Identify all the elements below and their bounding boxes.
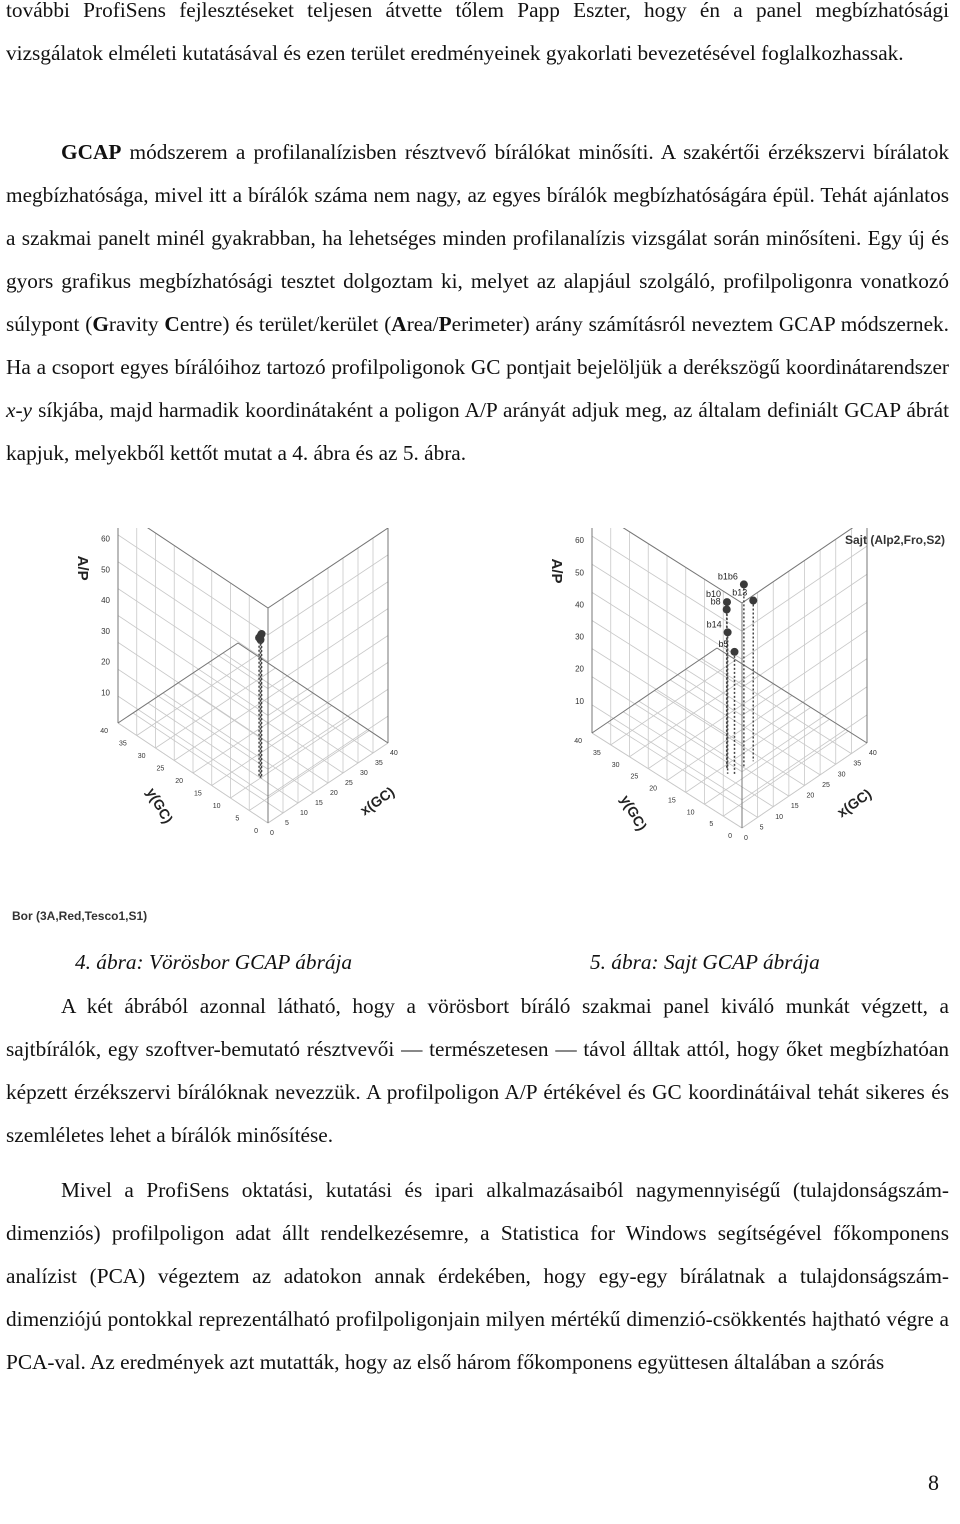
bold-p: P: [438, 312, 452, 336]
y-tick-label: 20: [175, 778, 183, 785]
x-tick-label: 40: [390, 750, 398, 757]
y-axis-title: y(GC): [143, 784, 177, 827]
x-tick-label: 40: [869, 750, 877, 757]
figure-5-caption: 5. ábra: Sajt GCAP ábrája: [590, 950, 820, 974]
y-tick-label: 40: [574, 738, 582, 745]
paragraph-3-text: A két ábrából azonnal látható, hogy a vörösbort bíráló szakmai panel kiváló munkát végzett, a sajtbírálók, egy szoftver-bemutató résztvevői — természetesen — távol álltak attól, hogy őket megbízhatóan képzett érzékszervi bírálóknak nevezzük. A profilpoligon A/P értékével és GC koordinátáival tehát sikeres és szemléletes lehet a bírálók minősítése.: [6, 994, 949, 1147]
paragraph-4-text: Mivel a ProfiSens oktatási, kutatási és ipari alkalmazásaiból nagymennyiségű (tulajdonságszám-dimenziós) profilpoligon adat állt rendelkezésemre, a Statistica for Windows segítségével főkomponens analízist (PCA) végeztem az adatokon annak érdekében, hogy egy-egy bírálatnak a tulajdonságszám-dimenziójú pontokkal reprezentálható profilpoligonjain milyen mértékű dimenzió-csökkentés hajtható végre a PCA-val. Az eredmények azt mutatták, hogy az első három főkomponens együttesen általában a szórás: [6, 1178, 949, 1374]
x-tick-label: 35: [853, 760, 862, 768]
chart-title: Sajt (Alp2,Fro,S2): [844, 533, 945, 547]
z-tick-label: 30: [101, 626, 110, 636]
gcap-bold: GCAP: [61, 140, 122, 164]
paragraph-1-text: további ProfiSens fejlesztéseket teljesen átvette tőlem Papp Eszter, hogy én a panel megbízhatósági vizsgálatok elméleti kutatásával és ezen terület eredményeinek gyakorlati bevezetésével foglalkozhassak.: [6, 0, 949, 65]
y-tick-label: 35: [118, 740, 127, 748]
x-tick-label: 0: [270, 830, 274, 837]
figure-5-chart: [480, 528, 960, 938]
z-axis-title: A/P: [74, 555, 91, 581]
x-tick-label: 5: [759, 824, 764, 832]
y-tick-label: 5: [235, 815, 240, 823]
y-tick-label: 0: [254, 828, 258, 835]
z-tick-label: 20: [101, 657, 110, 667]
data-point: [723, 606, 731, 614]
italic-xy: x-y: [6, 398, 32, 422]
p2-segment-4: rea/: [406, 312, 439, 336]
point-label: b5: [718, 638, 729, 649]
z-tick-label: 30: [575, 632, 584, 642]
y-tick-label: 20: [649, 785, 657, 793]
p2-segment-5: erimeter) arány számításról neveztem GCAP módszernek. Ha a csoport egyes bírálóihoz tartozó profilpoligonok GC pontjait bejelöljük a derékszögű koordinátarendszer: [6, 312, 950, 379]
y-tick-label: 25: [156, 765, 165, 773]
data-point: [749, 597, 757, 605]
figure-4-caption: 4. ábra: Vörösbor GCAP ábrája: [75, 950, 353, 974]
paragraph-4: [6, 1169, 949, 1384]
z-tick-label: 60: [575, 536, 584, 546]
y-tick-label: 25: [630, 773, 639, 781]
data-point: [724, 628, 732, 636]
z-axis-title: A/P: [548, 558, 565, 584]
y-tick-label: 0: [728, 833, 732, 840]
y-tick-label: 30: [137, 753, 146, 760]
y-tick-label: 10: [212, 803, 221, 810]
data-point: [723, 598, 731, 606]
point-label: b1b6: [717, 571, 738, 582]
point-label: b8: [710, 596, 721, 607]
x-tick-label: 20: [330, 790, 338, 797]
y-tick-label: 15: [667, 797, 676, 805]
p2-segment-2: ravity: [108, 312, 165, 336]
paragraph-1: [6, 0, 949, 75]
y-tick-label: 30: [611, 761, 620, 769]
grid-line: [670, 680, 820, 775]
paragraph-2: [6, 131, 949, 475]
x-tick-label: 35: [375, 760, 383, 767]
x-tick-label: 10: [775, 813, 784, 821]
x-tick-label: 0: [744, 835, 748, 842]
p2-segment-3: entre) és terület/kerület (: [179, 312, 392, 336]
y-axis-title: y(GC): [617, 792, 651, 834]
z-tick-label: 10: [575, 696, 584, 706]
figures-row: [0, 528, 960, 938]
box-edge: [717, 648, 867, 743]
x-tick-label: 30: [360, 770, 368, 777]
figure-4-chart: [0, 528, 470, 938]
point-label: b13: [732, 587, 748, 598]
data-point: [255, 634, 263, 642]
bold-g: G: [92, 312, 109, 336]
z-tick-label: 50: [101, 565, 110, 575]
x-axis-title: x(GC): [833, 785, 875, 821]
x-tick-label: 25: [345, 780, 353, 787]
x-tick-label: 20: [806, 792, 815, 800]
x-tick-label: 30: [837, 771, 846, 779]
x-axis-title: x(GC): [356, 783, 398, 819]
point-label: b10: [705, 589, 721, 600]
data-point: [731, 648, 739, 656]
figure-4: [0, 528, 470, 938]
page-number: 8: [928, 1470, 939, 1495]
y-tick-label: 40: [100, 728, 108, 735]
y-tick-label: 10: [686, 809, 695, 817]
paragraph-3: [6, 985, 949, 1157]
z-tick-label: 10: [101, 688, 110, 698]
figure-5: [480, 528, 960, 938]
y-tick-label: 15: [193, 790, 202, 798]
bold-c: C: [164, 312, 180, 336]
y-tick-label: 35: [592, 749, 601, 757]
point-label: b14: [706, 619, 722, 630]
z-tick-label: 20: [575, 664, 584, 674]
z-tick-label: 50: [575, 568, 584, 578]
x-tick-label: 15: [315, 800, 323, 807]
x-tick-label: 25: [822, 781, 830, 789]
chart-title: Bor (3A,Red,Tesco1,S1): [12, 909, 148, 923]
z-tick-label: 40: [575, 600, 584, 610]
x-tick-label: 5: [285, 820, 289, 827]
p2-segment-6: síkjába, majd harmadik koordinátaként a poligon A/P arányát adjuk meg, az általam definiált GCAP ábrát kapjuk, melyekből kettőt mutat a 4. ábra és az 5. ábra.: [6, 398, 949, 465]
x-tick-label: 10: [300, 810, 308, 817]
z-tick-label: 40: [101, 596, 110, 606]
z-tick-label: 60: [101, 534, 110, 544]
y-tick-label: 5: [709, 821, 714, 829]
grid-line: [701, 659, 851, 754]
x-tick-label: 15: [790, 803, 799, 811]
bold-a: A: [391, 312, 407, 336]
p2-segment-1: módszerem a profilanalízisben résztvevő bírálókat minősíti. A szakértői érzékszervi bírálatok megbízhatósága, mivel itt a bírálók száma nem nagy, az egyes bírálók megbízhatóságára épül. Tehát ajánlatos a szakmai panelt minél gyakrabban, ha lehetséges minden profilanalízis vizsgálat során minősíteni. Egy új és gyors grafikus megbízhatósági tesztet dolgoztam ki, melyet az alapjául szolgáló, profilpoligonra vonatkozó súlypont (: [6, 140, 950, 336]
